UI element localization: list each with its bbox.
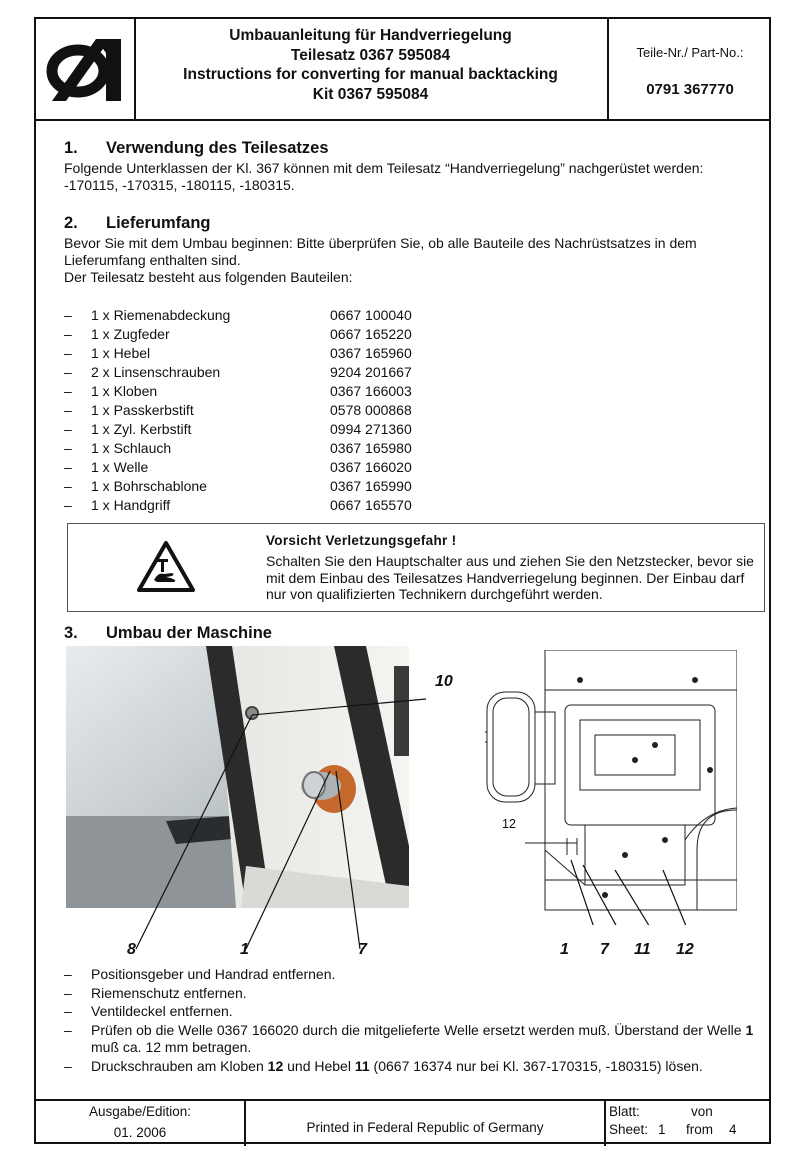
technical-drawing — [485, 650, 737, 925]
callout-1-drawing: 1 — [560, 941, 569, 958]
list-item: – Riemenschutz entfernen. — [64, 984, 247, 1001]
section3-number: 3. — [64, 624, 78, 642]
edition-date: 01. 2006 — [113, 1125, 167, 1140]
warning-title: Vorsicht Verletzungsgefahr ! — [266, 533, 457, 548]
title-line-en: Instructions for converting for manual backtacking — [183, 66, 558, 83]
section1-heading — [64, 139, 329, 158]
from-label: from — [686, 1122, 713, 1137]
list-item: – 1 x Handgriff 0667 165570 — [64, 497, 412, 513]
blatt-label: Blatt: — [609, 1104, 640, 1119]
list-item: – 1 x Riemenabdeckung 0667 100040 — [64, 307, 412, 323]
callout-10: 10 — [435, 673, 453, 690]
section2-heading — [64, 214, 211, 233]
footer — [36, 1099, 769, 1146]
section1-text: Folgende Unterklassen der Kl. 367 können mit dem Teilesatz “Handverriegelung” nachgerüstet werden: -170115, -170315, -180115, -180315. — [64, 160, 704, 193]
edition-cell — [36, 1101, 246, 1146]
list-item: – Positionsgeber und Handrad entfernen. — [64, 966, 336, 982]
callout-1: 1 — [240, 941, 249, 958]
document-title — [134, 19, 609, 119]
list-item: – 1 x Hebel 0367 165960 — [64, 345, 412, 361]
page-frame — [34, 17, 771, 1144]
title-line-de: Umbauanleitung für Handverriegelung — [229, 27, 512, 44]
section1-number: 1. — [64, 139, 78, 157]
section2-intro: Bevor Sie mit dem Umbau beginnen: Bitte überprüfen Sie, ob alle Bauteile des Nachrüstsatzes in dem Lieferumfang enthalten sind. — [64, 235, 697, 268]
total-sheets: 4 — [729, 1122, 737, 1137]
dimension-12: 12 — [502, 817, 516, 831]
section2-number: 2. — [64, 214, 78, 232]
section2-title: Lieferumfang — [106, 214, 211, 232]
section3-title: Umbau der Maschine — [106, 624, 272, 642]
part-number: 0791 367770 — [646, 81, 734, 98]
printed-text: Printed in Federal Republic of Germany — [306, 1120, 544, 1135]
list-item: – 1 x Passkerbstift 0578 000868 — [64, 402, 412, 418]
warning-box — [67, 523, 765, 612]
list-item: – Ventildeckel entfernen. — [64, 1003, 233, 1019]
sheet-cell — [606, 1101, 769, 1146]
instruction-steps — [64, 966, 764, 1076]
list-item: – 2 x Linsenschrauben 9204 201667 — [64, 364, 412, 380]
header — [36, 19, 769, 121]
list-item: – 1 x Schlauch 0367 165980 — [64, 440, 412, 456]
sheet-number: 1 — [658, 1122, 666, 1137]
callout-12-drawing: 12 — [676, 941, 694, 958]
logo-cell — [36, 19, 136, 119]
parts-list — [64, 306, 484, 515]
part-number-cell — [611, 19, 769, 119]
printed-cell — [246, 1101, 606, 1146]
section1-title: Verwendung des Teilesatzes — [106, 139, 329, 157]
callout-8: 8 — [127, 941, 136, 958]
von-label: von — [691, 1104, 713, 1119]
list-item: – 1 x Welle 0367 166020 — [64, 459, 412, 475]
photo-callout-lines — [116, 659, 536, 959]
list-item: – Prüfen ob die Welle 0367 166020 durch die mitgelieferte Welle ersetzt werden muß. Überstand der Welle 1 muß ca. 12 mm betragen. — [64, 1021, 754, 1055]
title-kit-de: Teilesatz 0367 595084 — [290, 46, 451, 64]
part-number-label: Teile-Nr./ Part-No.: — [636, 45, 744, 60]
callout-11-drawing: 11 — [634, 941, 651, 958]
callout-7-drawing: 7 — [600, 941, 609, 958]
hand-crush-warning-icon — [136, 540, 196, 594]
edition-label: Ausgabe/Edition: — [88, 1104, 192, 1119]
callout-7: 7 — [358, 941, 367, 958]
duerkopp-logo — [36, 19, 134, 119]
list-item: – 1 x Bohrschablone 0367 165990 — [64, 478, 412, 494]
list-item: – 1 x Zugfeder 0667 165220 — [64, 326, 412, 342]
list-item: – 1 x Zyl. Kerbstift 0994 271360 — [64, 421, 412, 437]
parts-intro: Der Teilesatz besteht aus folgenden Bauteilen: — [64, 269, 353, 285]
list-item: – Druckschrauben am Kloben 12 und Hebel 11 (0667 16374 nur bei Kl. 367-170315, -180315) lösen. — [64, 1057, 703, 1074]
title-kit-en: Kit 0367 595084 — [312, 85, 429, 103]
section3-heading — [64, 624, 272, 643]
sheet-label: Sheet: — [609, 1122, 649, 1137]
list-item: – 1 x Kloben 0367 166003 — [64, 383, 412, 399]
warning-text: Schalten Sie den Hauptschalter aus und ziehen Sie den Netzstecker, bevor sie mit dem Einbau des Teilesatzes Handverriegelung beginnen. Der Einbau darf nur von qualifizierten Technikern durchgeführt werden. — [266, 553, 754, 602]
